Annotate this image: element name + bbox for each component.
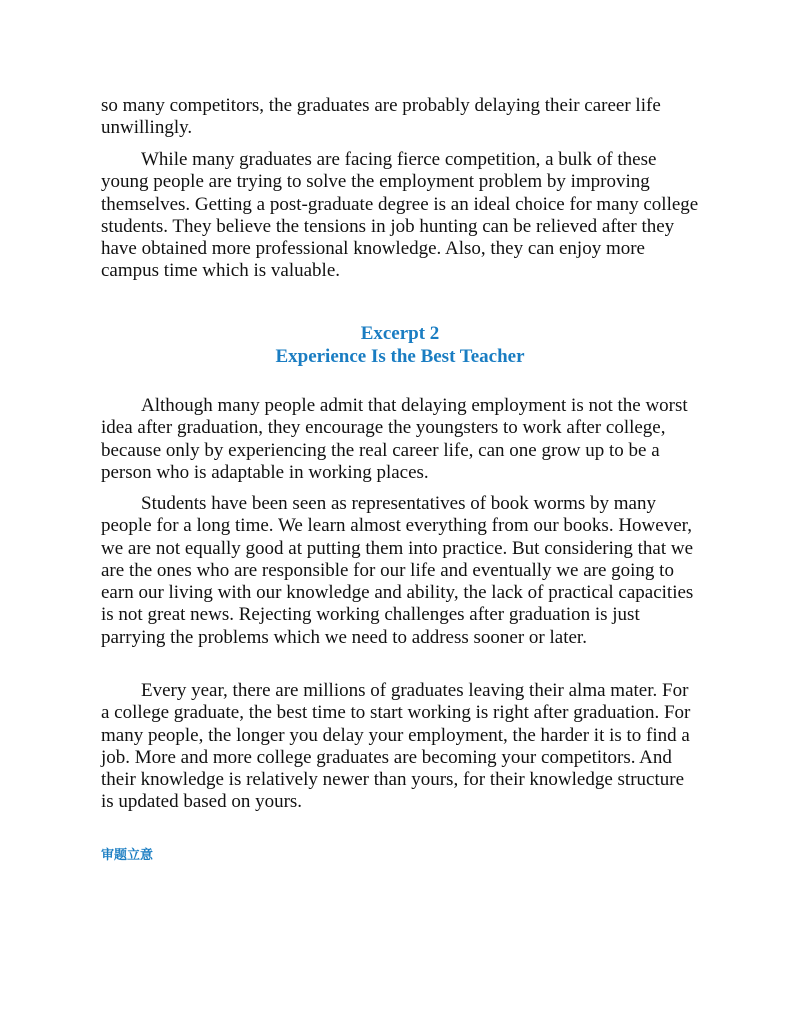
paragraph-continued: so many competitors, the graduates are probably delaying their career life unwillingly. [101, 95, 661, 139]
paragraph-best-time: Every year, there are millions of graduates leaving their alma mater. For a college graduate, the best time to start working is right after graduation. For many people, the longer you delay your employment, the harder it is to find a job. More and more college graduates are becoming your competitors. And their knowledge is relatively newer than yours, for their knowledge structure is updated based on yours. [101, 680, 691, 813]
excerpt-number-heading: Excerpt 2 [360, 323, 440, 344]
paragraph-encourage-work: Although many people admit that delaying employment is not the worst idea after graduation, they encourage the youngsters to work after college, because only by experiencing the real career life, can one grow up to be a person who is adaptable in working places. [101, 395, 688, 483]
paragraph-postgraduate-choice: While many graduates are facing fierce competition, a bulk of these young people are trying to solve the employment problem by improving themselves. Getting a post-graduate degree is an ideal choice for many college students. They believe the tensions in job hunting can be relieved after they have obtained more professional knowledge. Also, they can enjoy more campus time which is valuable. [101, 149, 699, 282]
paragraph-book-worms: Students have been seen as representatives of book worms by many people for a long time. We learn almost everything from our books. However, we are not equally good at putting them into practice. But considering that we are the ones who are responsible for our life and eventually we are going to earn our living with our knowledge and ability, the lack of practical capacities is not great news. Rejecting working challenges after graduation is just parrying the problems which we need to address sooner or later. [101, 493, 694, 648]
section-label: 审题立意 [101, 848, 154, 863]
excerpt-title-heading: Experience Is the Best Teacher [275, 346, 525, 367]
